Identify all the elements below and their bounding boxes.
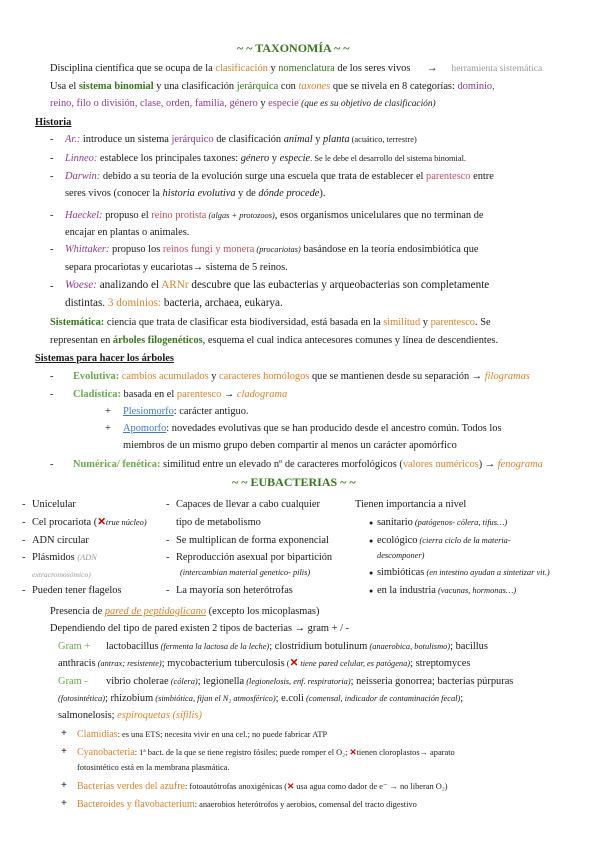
arrow-icon: → [427,63,438,74]
text: Whittaker: [65,244,110,255]
text: ; bacillus [450,641,488,652]
eu-col2-metabolismo: Capaces de llevar a cabo cualquier [176,499,320,510]
text: (anaerobica, botulismo) [367,642,451,651]
group-bacteroides [77,798,417,811]
eu-col2-exponencial: Se multiplican de forma exponencial [176,535,329,546]
bullet-dash: - [166,585,170,596]
eu-col1-procariota [32,516,147,529]
eu-col3-sanitario [377,516,507,529]
bullet-dash: - [50,153,54,164]
text: separa procariotas y eucariotas→ sistema de 5 reinos. [65,262,288,273]
intro-line-2 [50,80,495,93]
text: parentesco [426,171,471,182]
cross-icon: ✕ [289,658,299,669]
text: lactobacillus [106,641,159,652]
text: de clasificación [213,134,284,145]
sistematica-line-1 [50,316,491,329]
gram-negative-label: Gram - [58,676,88,687]
text: . Se le debe el desarrollo del sistema binomial. [310,154,466,163]
apomorfo-item-2: miembros de un mismo grupo deben compartir al menos un carácter apomórfico [123,440,457,451]
text: Plesiomorfo [123,406,174,417]
bullet-plus: + [61,780,67,791]
bullet-dash: - [22,585,26,596]
group-cyanobacteria-2: fotosintético está en la membrana plasmática. [77,763,230,772]
text: salmonelosis; [58,710,118,721]
text: usa agua como dador de e⁻ → no liberan O₂) [294,782,448,791]
history-item-woese-2 [65,297,283,310]
text: , esquema el cual indica antecesores comunes y línea de descendientes. [202,335,499,346]
bullet-dash: - [50,459,54,470]
bullet-plus: + [105,406,111,417]
text: y [257,98,269,109]
gram-positive-line-1 [106,640,488,653]
text: y [208,371,220,382]
intro-line-3 [50,97,436,111]
text: dónde procede [258,188,320,199]
history-item-haeckel [65,209,484,222]
text: pared de peptidoglicano [104,606,207,617]
text: bacteria, archaea, eukarya. [161,297,283,309]
text: debido a su teoría de la evolución surge una escuela que trata de establecer el [100,171,427,182]
text: entre [470,171,494,182]
text: Disciplina científica que se ocupa de la [50,63,216,74]
text: → [221,389,237,400]
text: Ar.: [65,134,81,145]
text: ; clostridium botulinum [269,641,368,652]
text: ; mycobacterium tuberculosis [161,658,285,669]
text: cambios acumulados [119,371,209,382]
group-cyanobacteria [77,746,455,759]
text: : es una ETS; necesita vivir en una cel.; no puede fabricar ATP [117,730,328,739]
pared-line-1 [50,605,319,618]
text: distintas. [65,297,108,309]
text: sistema binomial [78,81,154,92]
sistematica-line-2 [50,334,498,347]
text: (ADN [77,553,97,562]
history-item-linneo [65,152,466,165]
text: Numérica/ fenética: [73,459,161,470]
text: (vacunas, hormonas…) [435,586,517,595]
eu-col1-adn: ADN circular [32,535,89,546]
plesiomorfo-item [123,405,249,418]
text: reinos fungi y monera [162,244,255,255]
text: ; rhizobium [104,693,154,704]
text: jerárquico [171,134,214,145]
text: Linneo: [65,153,98,164]
text: Apomorfo [123,423,167,434]
text: Haeckel: [65,210,103,221]
group-clamidias [77,728,327,741]
eu-col3-ecologico [377,534,511,547]
text: introduce un sistema [80,134,172,145]
text: ARNr [161,279,189,291]
text: reino, filo o división, clase, orden, familia, género [50,98,258,109]
eu-col2-reproduccion: Reproducción asexual por bipartición [176,552,333,563]
text: ; neisseria gonorrea; bacterias púrpuras [350,676,514,687]
text: Sistemática: [50,317,105,328]
history-item-darwin [65,170,494,183]
text: y [267,63,279,74]
text: ; [460,693,464,704]
eu-col2-metabolismo-2: tipo de metabolismo [176,517,261,528]
text: (que es su objetivo de clasificación) [298,99,436,109]
text: Evolutiva: [73,371,120,382]
text: Presencia de [50,606,105,617]
history-item-whittaker [65,243,479,256]
text: valores numéricos [402,459,479,470]
bullet-plus: + [61,746,67,757]
bullet-dash: - [166,535,170,546]
history-item-darwin-2 [65,187,325,200]
text: Clamidias [77,729,118,740]
gram-positive-line-2: anthracis (antrax; resistente); mycobacterium tuberculosis (✕ tiene pared celular, es patógena); streptomyces [58,658,471,669]
text: historia evolutiva [162,188,236,199]
text: Plásmidos [32,552,78,563]
text: que se mantienen desde su separación → [309,371,483,382]
text: vibrio cholerae [106,676,169,687]
text: ; e.coli [275,693,304,704]
text: seres vivos (conocer la [65,188,163,199]
text: : carácter antiguo. [173,406,249,417]
text: (fotosintética) [58,694,105,703]
text: Cel procariota ( [32,517,98,528]
text: sanitario [377,517,413,528]
bullet-plus: + [61,798,67,809]
text: encajar en plantas o animales. [65,227,190,238]
text: true núcleo) [105,518,147,527]
text: caracteres homólogos [219,371,310,382]
text: filogramas [482,371,530,382]
text: ciencia que trata de clasificar esta biodiversidad, está basada en la [104,317,384,328]
text: (fermenta la lactosa de la leche) [158,642,270,651]
text: cladograma [236,389,288,400]
bullet-dash: - [50,210,54,221]
text: (cólera) [168,677,198,686]
text: especie [279,153,311,164]
text: nomenclatura [278,63,335,74]
cross-icon: ✕ [97,517,106,528]
text: (simbiótica, fijan el N₂ atmosférico) [153,694,276,703]
text: (excepto los micoplasmas) [206,606,320,617]
text: reino protista [151,210,207,221]
text: y de [235,188,259,199]
intro-line-1 [50,62,542,75]
text: animal [283,134,313,145]
sistema-cladistica [73,388,287,401]
text: Bacteroides y flavobacterium [77,799,195,810]
text: 3 dominios: [107,297,162,309]
bullet-dash: - [22,517,26,528]
bullet-dash: - [50,281,54,292]
bullet-dash: - [22,499,26,510]
eu-col3-industria [377,584,516,597]
text: simbióticas [377,567,425,578]
text: anthracis [58,658,96,669]
text: clasificación [215,63,268,74]
text: establece los principales taxones: [97,153,241,164]
text: propuso el [102,210,152,221]
gram-positive-label: Gram + [58,641,91,652]
text: ; legionella [197,676,245,687]
sistema-numerica [73,458,543,471]
eu-col3-ecologico-2: descomponer) [377,551,425,560]
gram-negative-line-3 [58,709,202,722]
text: ecológico [377,535,418,546]
text: Cladística: [73,389,121,400]
text: representan en [50,335,113,346]
eu-col2-reproduccion-2: (intercambian material genetico- pilis) [180,568,311,577]
text: tienen cloroplastos→ aparato [356,748,455,757]
text: taxones [298,81,331,92]
history-item-whittaker-2 [65,261,288,274]
text: herramienta sistemática [451,63,543,74]
text: similitud [383,317,421,328]
eu-col1-unicelular: Unicelular [32,499,76,510]
text: : anaerobios heterótrofos y aerobios, comensal del tracto digestivo [194,800,417,809]
text: parentesco [176,389,222,400]
text: descubre que las eubacterias y arqueobacterias son completamente [188,279,490,291]
text: (cierra ciclo de la materia- [417,536,511,545]
eu-col1-plasmidos [32,551,97,564]
text: basada en el [120,389,177,400]
text: ) → [478,459,498,470]
text: . Se [475,317,491,328]
text: en la industria [377,585,436,596]
bullet-dash: - [50,389,54,400]
text: ). [319,188,326,199]
text: (comensal, indicador de contaminación fecal) [303,694,461,703]
sistemas-heading: Sistemas para hacer los árboles [35,353,174,364]
bullet-plus: + [105,423,111,434]
text: especie [268,98,299,109]
bullet-dash: - [166,552,170,563]
text: y una clasificación [153,81,237,92]
bullet-plus: + [61,728,67,739]
text: : novedades evolutivas que se han producido desde el ancestro común. Todos los [166,423,502,434]
text: género [240,153,270,164]
text: analizando el [96,279,162,291]
bullet-dash: - [50,171,54,182]
text: (algas + protozoos) [206,211,275,220]
text: (antrax; resistente) [95,659,162,668]
bullet-dot: ● [369,569,374,577]
eubacterias-title: ~ ~ EUBACTERIAS ~ ~ [232,475,356,489]
apomorfo-item [123,422,502,435]
eu-col3-simbioticas [377,566,550,579]
text: planta [322,134,350,145]
text: que se nivela en 8 categorías: [330,81,458,92]
text: dominio, [457,81,495,92]
text: espiroquetas (sífilis) [117,710,202,721]
text: y [420,317,431,328]
gram-negative-line-2 [58,692,463,705]
text: : 1ª bact. de la que se tiene registro fósiles; puede romper el O₂; [134,748,350,757]
bullet-dash: - [50,134,54,145]
eu-col1-plasmidos-2: extracromosómico) [32,570,91,579]
text: tiene pared celular, es patógena) [298,659,411,668]
text: árboles filogenéticos [112,335,203,346]
text: y [269,153,280,164]
bullet-dot: ● [369,519,374,527]
gram-negative-line-1 [106,675,513,688]
text: similitud entre un elevado nº de caracteres morfológicos ( [160,459,403,470]
history-item-woese [65,279,489,292]
bullet-dash: - [22,535,26,546]
bullet-dash: - [166,499,170,510]
text: Darwin: [65,171,101,182]
text: , esos organismos unicelulares que no terminan de [274,210,484,221]
text: Woese: [65,279,97,291]
bullet-dash: - [50,371,54,382]
sistema-evolutiva [73,370,530,383]
text: fenograma [497,459,543,470]
text: parentesco [430,317,476,328]
text: basándose en la teoría endosimbiótica que [300,244,479,255]
history-item-haeckel-2 [65,226,189,239]
historia-heading: Historia [35,117,72,128]
bullet-dash: - [22,552,26,563]
text: y [312,134,323,145]
bullet-dot: ● [369,587,374,595]
text: (legionelosis, enf. respiratoria) [244,677,351,686]
text: (acuático, terrestre) [349,135,417,144]
text: (procariotas) [254,245,301,254]
text: (patógenos- cólera, tifus…) [412,518,508,527]
text: Usa el [50,81,79,92]
pared-line-2: Dependiendo del tipo de pared existen 2 tipos de bacterias → gram + / - [50,623,350,634]
text: jerárquica [236,81,279,92]
text: (en intestino ayudan a sintetizar vit.) [424,568,550,577]
text: Cyanobacteria [77,747,135,758]
cross-icon: ✕ [287,782,295,791]
bullet-dash: - [50,244,54,255]
text: con [278,81,299,92]
text: ; streptomyces [410,658,471,669]
cross-icon: ✕ [349,748,357,757]
text: : fotoautótrofas anoxigénicas ( [185,782,288,791]
text: propuso los [109,244,163,255]
history-item-ar [65,133,417,146]
bullet-dot: ● [369,537,374,545]
eu-col2-heterotrofas: La mayoría son heterótrofas [176,585,293,596]
group-bacterias-verdes [77,780,448,793]
taxonomia-title: ~ ~ TAXONOMÍA ~ ~ [237,41,350,55]
eu-col3-heading: Tienen importancia a nivel [355,499,467,510]
text: Bacterias verdes del azufre [77,781,185,792]
eu-col1-flagelos: Pueden tener flagelos [32,585,122,596]
text: de los seres vivos [334,63,411,74]
